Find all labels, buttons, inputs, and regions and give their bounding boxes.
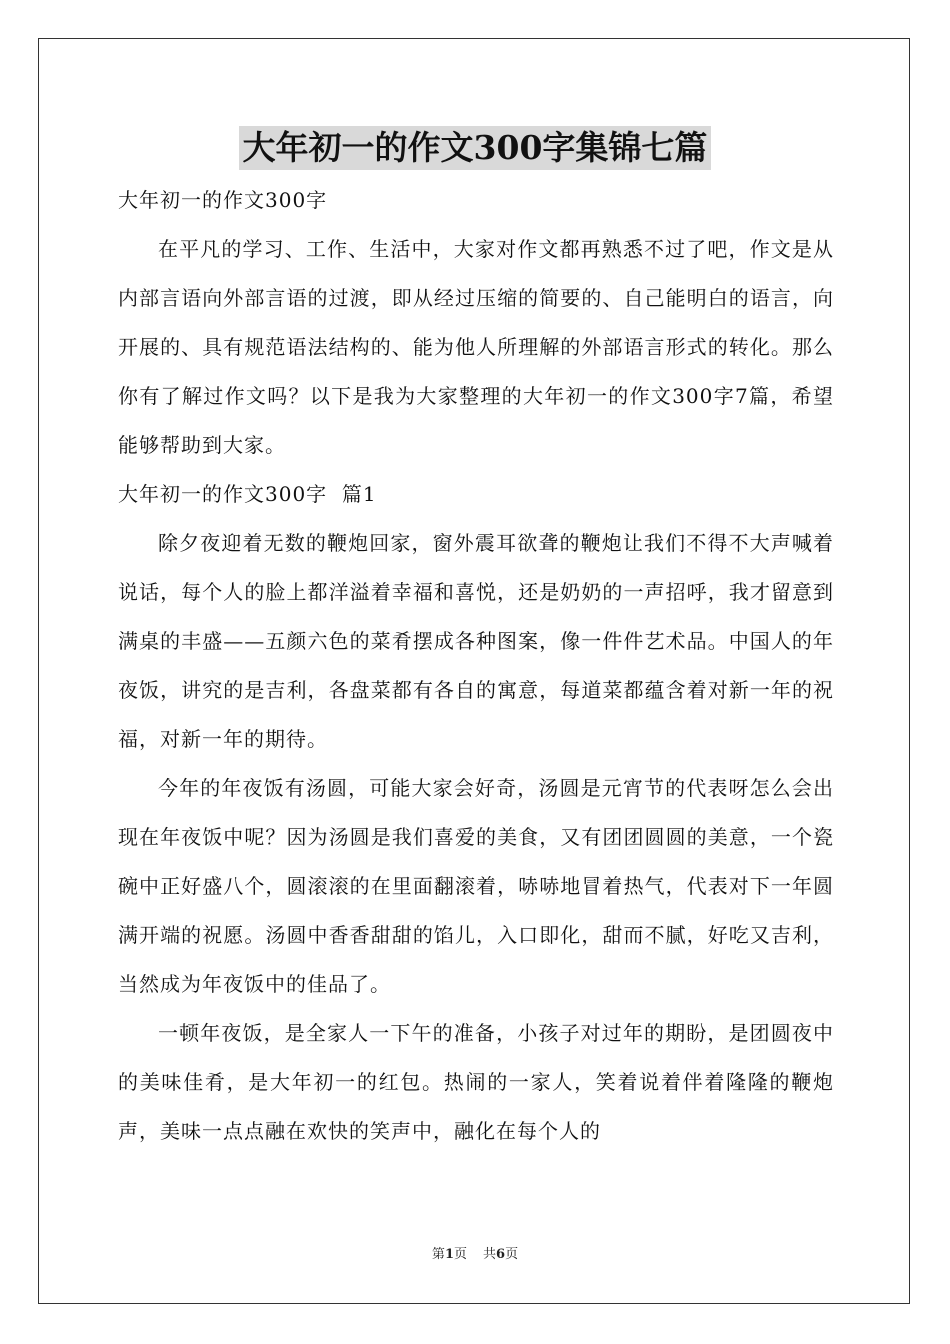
total-prefix: 共 <box>483 1247 497 1262</box>
page-total: 6 <box>496 1247 506 1262</box>
page-current: 1 <box>444 1247 454 1262</box>
intro-paragraph: 在平凡的学习、工作、生活中，大家对作文都再熟悉不过了吧，作文是从内部言语向外部言语的过渡，即从经过压缩的简要的、自己能明白的语言，向开展的、具有规范语法结构的、能为他人所理解的外部语言形式的转化。那么你有了解过作文吗？以下是我为大家整理的大年初一的作文300字7篇，希望能够帮助到大家。 <box>118 237 834 457</box>
page-prefix: 第 <box>431 1247 445 1262</box>
page-suffix: 页 <box>453 1247 467 1262</box>
page-footer <box>0 1246 950 1264</box>
document-title: 大年初一的作文300字集锦七篇 <box>239 126 712 170</box>
body-paragraph: 除夕夜迎着无数的鞭炮回家，窗外震耳欲聋的鞭炮让我们不得不大声喊着说话，每个人的脸上都洋溢着幸福和喜悦，还是奶奶的一声招呼，我才留意到满桌的丰盛——五颜六色的菜肴摆成各种图案，像一件件艺术品。中国人的年夜饭，讲究的是吉利，各盘菜都有各自的寓意，每道菜都蕴含着对新一年的祝福，对新一年的期待。 <box>118 531 834 751</box>
document-body <box>118 176 834 1156</box>
total-suffix: 页 <box>505 1247 519 1262</box>
body-paragraph: 一顿年夜饭，是全家人一下午的准备，小孩子对过年的期盼，是团圆夜中的美味佳肴，是大年初一的红包。热闹的一家人，笑着说着伴着隆隆的鞭炮声，美味一点点融在欢快的笑声中，融化在每个人的 <box>118 1021 834 1143</box>
title-wrap <box>0 126 950 170</box>
body-paragraph: 今年的年夜饭有汤圆，可能大家会好奇，汤圆是元宵节的代表呀怎么会出现在年夜饭中呢？因为汤圆是我们喜爱的美食，又有团团圆圆的美意，一个瓷碗中正好盛八个，圆滚滚的在里面翻滚着，哧哧地冒着热气，代表对下一年圆满开端的祝愿。汤圆中香香甜甜的馅儿，入口即化，甜而不腻，好吃又吉利，当然成为年夜饭中的佳品了。 <box>118 776 834 996</box>
intro-heading: 大年初一的作文300字 <box>118 188 328 212</box>
section-heading: 大年初一的作文300字 篇1 <box>118 482 377 506</box>
